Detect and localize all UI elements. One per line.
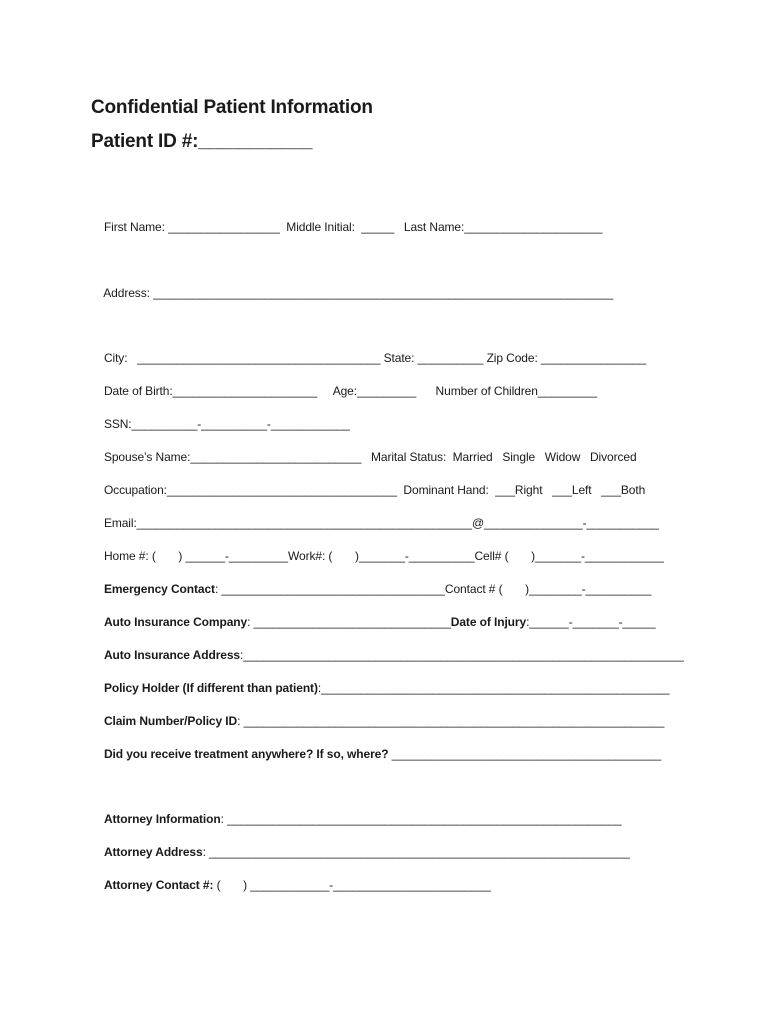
policy-holder-text: :_____________________________________________________ [317,681,670,695]
email-line-text: Email:___________________________________________________@_______________-___________ [103,516,659,530]
emergency-contact-text: : __________________________________Contact # ( )________-__________ [214,582,652,596]
auto-insurance-address-label: Auto Insurance Address [103,648,240,662]
treatment-label: Did you receive treatment anywhere? If so, where? [103,747,389,761]
spouse-line-text: Spouse’s Name:__________________________ Marital Status: Married Single Widow Divorced [103,450,637,464]
address-line-text: Address: ______________________________________________________________________ [103,286,614,300]
claim-number-label: Claim Number/Policy ID [103,714,238,728]
city-line-text: City: _____________________________________ State: __________ Zip Code: ________________ [103,351,647,365]
date-of-injury-text: :______-_______-_____ [526,615,656,629]
address-line [91,272,613,314]
attorney-info-label: Attorney Information [103,812,221,826]
treatment-text: _________________________________________ [388,747,662,761]
emergency-contact-label: Emergency Contact [103,582,215,596]
attorney-contact-label: Attorney Contact #: [103,878,214,892]
phone-line-text: Home #: ( ) ______-_________Work#: ( )_______-__________Cell# ( )_______-____________ [103,549,664,563]
treatment-line [91,733,661,775]
patient-id-field: Patient ID #:___________ [91,131,313,152]
claim-number-text: : ________________________________________________________________ [237,714,665,728]
auto-insurance-text: : ______________________________ [247,615,451,629]
attorney-contact-line [91,864,491,906]
occupation-line-text: Occupation:___________________________________ Dominant Hand: ___Right ___Left ___Both [103,483,646,497]
name-line [91,206,602,248]
ssn-line-text: SSN:__________-__________-____________ [103,417,350,431]
attorney-info-text: : ____________________________________________________________ [220,812,622,826]
policy-holder-label: Policy Holder (If different than patient) [103,681,318,695]
auto-insurance-label: Auto Insurance Company [103,615,248,629]
name-line-text: First Name: _________________ Middle Initial: _____ Last Name:_____________________ [103,220,603,234]
dob-line-text: Date of Birth:______________________ Age:_________ Number of Children_________ [103,384,597,398]
attorney-contact-text: ( ) ____________-________________________ [213,878,491,892]
form-title: Confidential Patient Information [91,97,373,118]
attorney-address-label: Attorney Address [103,845,203,859]
date-of-injury-label: Date of Injury [450,615,527,629]
auto-insurance-address-text: :___________________________________________________________________ [240,648,684,662]
attorney-address-text: : ________________________________________________________________ [202,845,630,859]
